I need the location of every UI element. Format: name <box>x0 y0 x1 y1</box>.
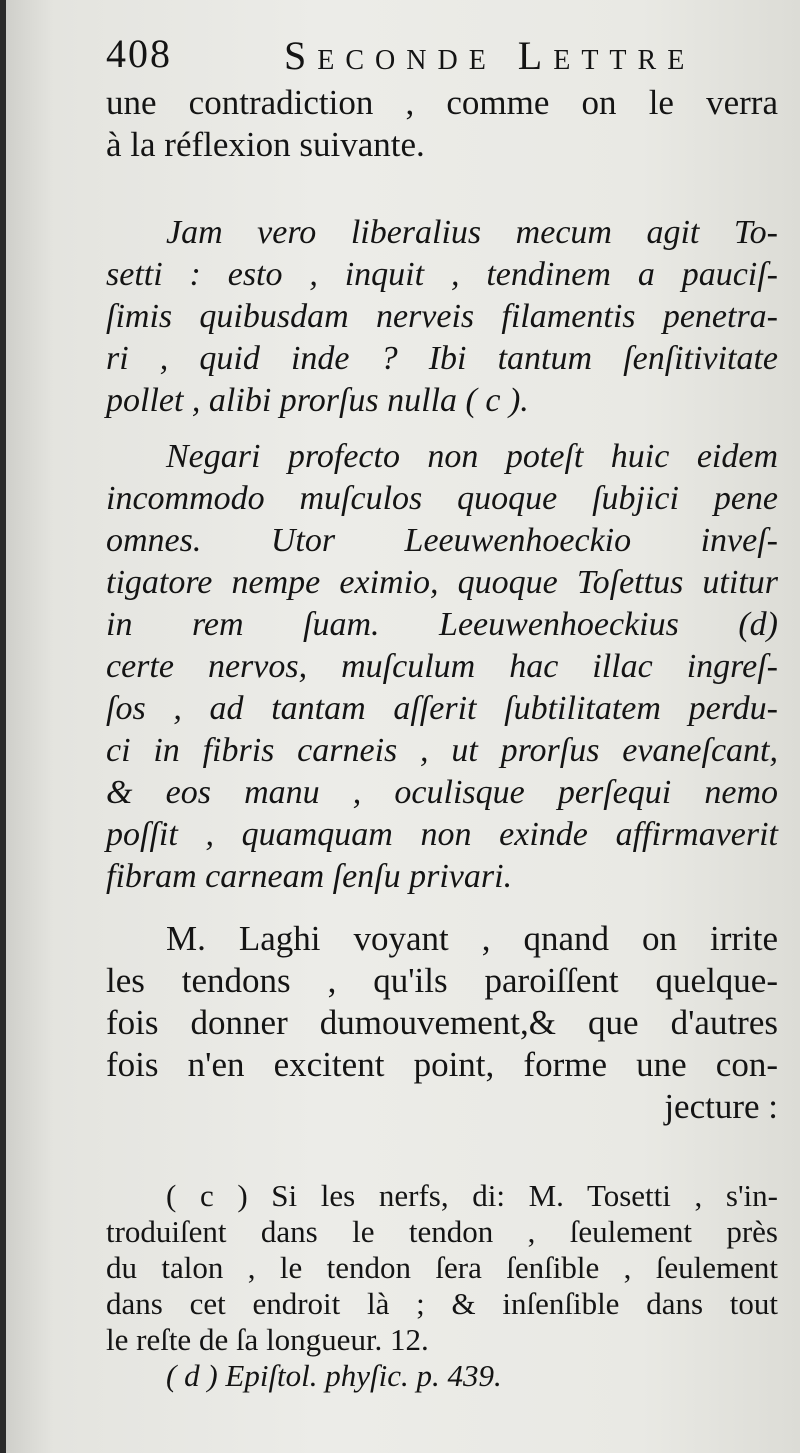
text-line: fois n'en excitent point, forme une con- <box>106 1045 778 1084</box>
footnotes <box>106 1178 778 1394</box>
text-line: jecture : <box>664 1087 778 1126</box>
book-page <box>6 0 800 1453</box>
text-line: Jam vero liberalius mecum agit To- <box>166 214 778 251</box>
text-line: ri , quid inde ? Ibi tantum ſenſitivitate <box>106 340 778 377</box>
page-number: 408 <box>106 31 172 76</box>
running-head: Seconde Lettre <box>284 33 696 78</box>
footnote-c-line: le reſte de ſa longueur. 12. <box>106 1322 429 1357</box>
text-line: & eos manu , oculisque perſequi nemo <box>106 774 778 811</box>
paragraph-1 <box>106 82 778 166</box>
text-line: une contradiction , comme on le verra <box>106 83 778 122</box>
footnote-c-line: ( c ) Si les nerfs, di: M. Tosetti , s'in- <box>166 1178 778 1213</box>
text-line: fibram carneam ſenſu privari. <box>106 858 513 895</box>
text-line: Negari profecto non poteſt huic eidem <box>166 438 778 475</box>
text-line: à la réflexion suivante. <box>106 125 425 164</box>
footnote-d-line: ( d ) Epiſtol. phyſic. p. 439. <box>166 1358 502 1393</box>
text-line: les tendons , qu'ils paroiſſent quelque- <box>106 961 778 1000</box>
text-line: setti : esto , inquit , tendinem a pauciſ- <box>106 256 778 293</box>
text-line: M. Laghi voyant , qnand on irrite <box>166 919 778 958</box>
text-line: pollet , alibi prorſus nulla ( c ). <box>106 382 529 419</box>
page-header <box>106 22 786 82</box>
footnote-c-line: dans cet endroit là ; & inſenſible dans tout <box>106 1286 778 1321</box>
text-line: omnes. Utor Leeuwenhoeckio inveſ- <box>106 522 778 559</box>
paragraph-4 <box>106 918 778 1128</box>
text-line: in rem ſuam. Leeuwenhoeckius (d) <box>106 606 778 643</box>
text-line: tigatore nempe eximio, quoque Toſettus utitur <box>106 564 778 601</box>
paragraph-2 <box>106 212 778 422</box>
text-line: certe nervos, muſculum hac illac ingreſ- <box>106 648 778 685</box>
text-line: ſimis quibusdam nerveis filamentis penetra- <box>106 298 778 335</box>
text-line: incommodo muſculos quoque ſubjici pene <box>106 480 778 517</box>
footnote-c-line: troduiſent dans le tendon , ſeulement près <box>106 1214 778 1249</box>
footnote-c-line: du talon , le tendon ſera ſenſible , ſeulement <box>106 1250 778 1285</box>
text-line: fois donner dumouvement,& que d'autres <box>106 1003 778 1042</box>
paragraph-3 <box>106 436 778 898</box>
text-line: ci in fibris carneis , ut prorſus evaneſcant, <box>106 732 778 769</box>
text-line: ſos , ad tantam aſſerit ſubtilitatem perdu- <box>106 690 778 727</box>
text-line: poſſit , quamquam non exinde affirmaverit <box>106 816 778 853</box>
